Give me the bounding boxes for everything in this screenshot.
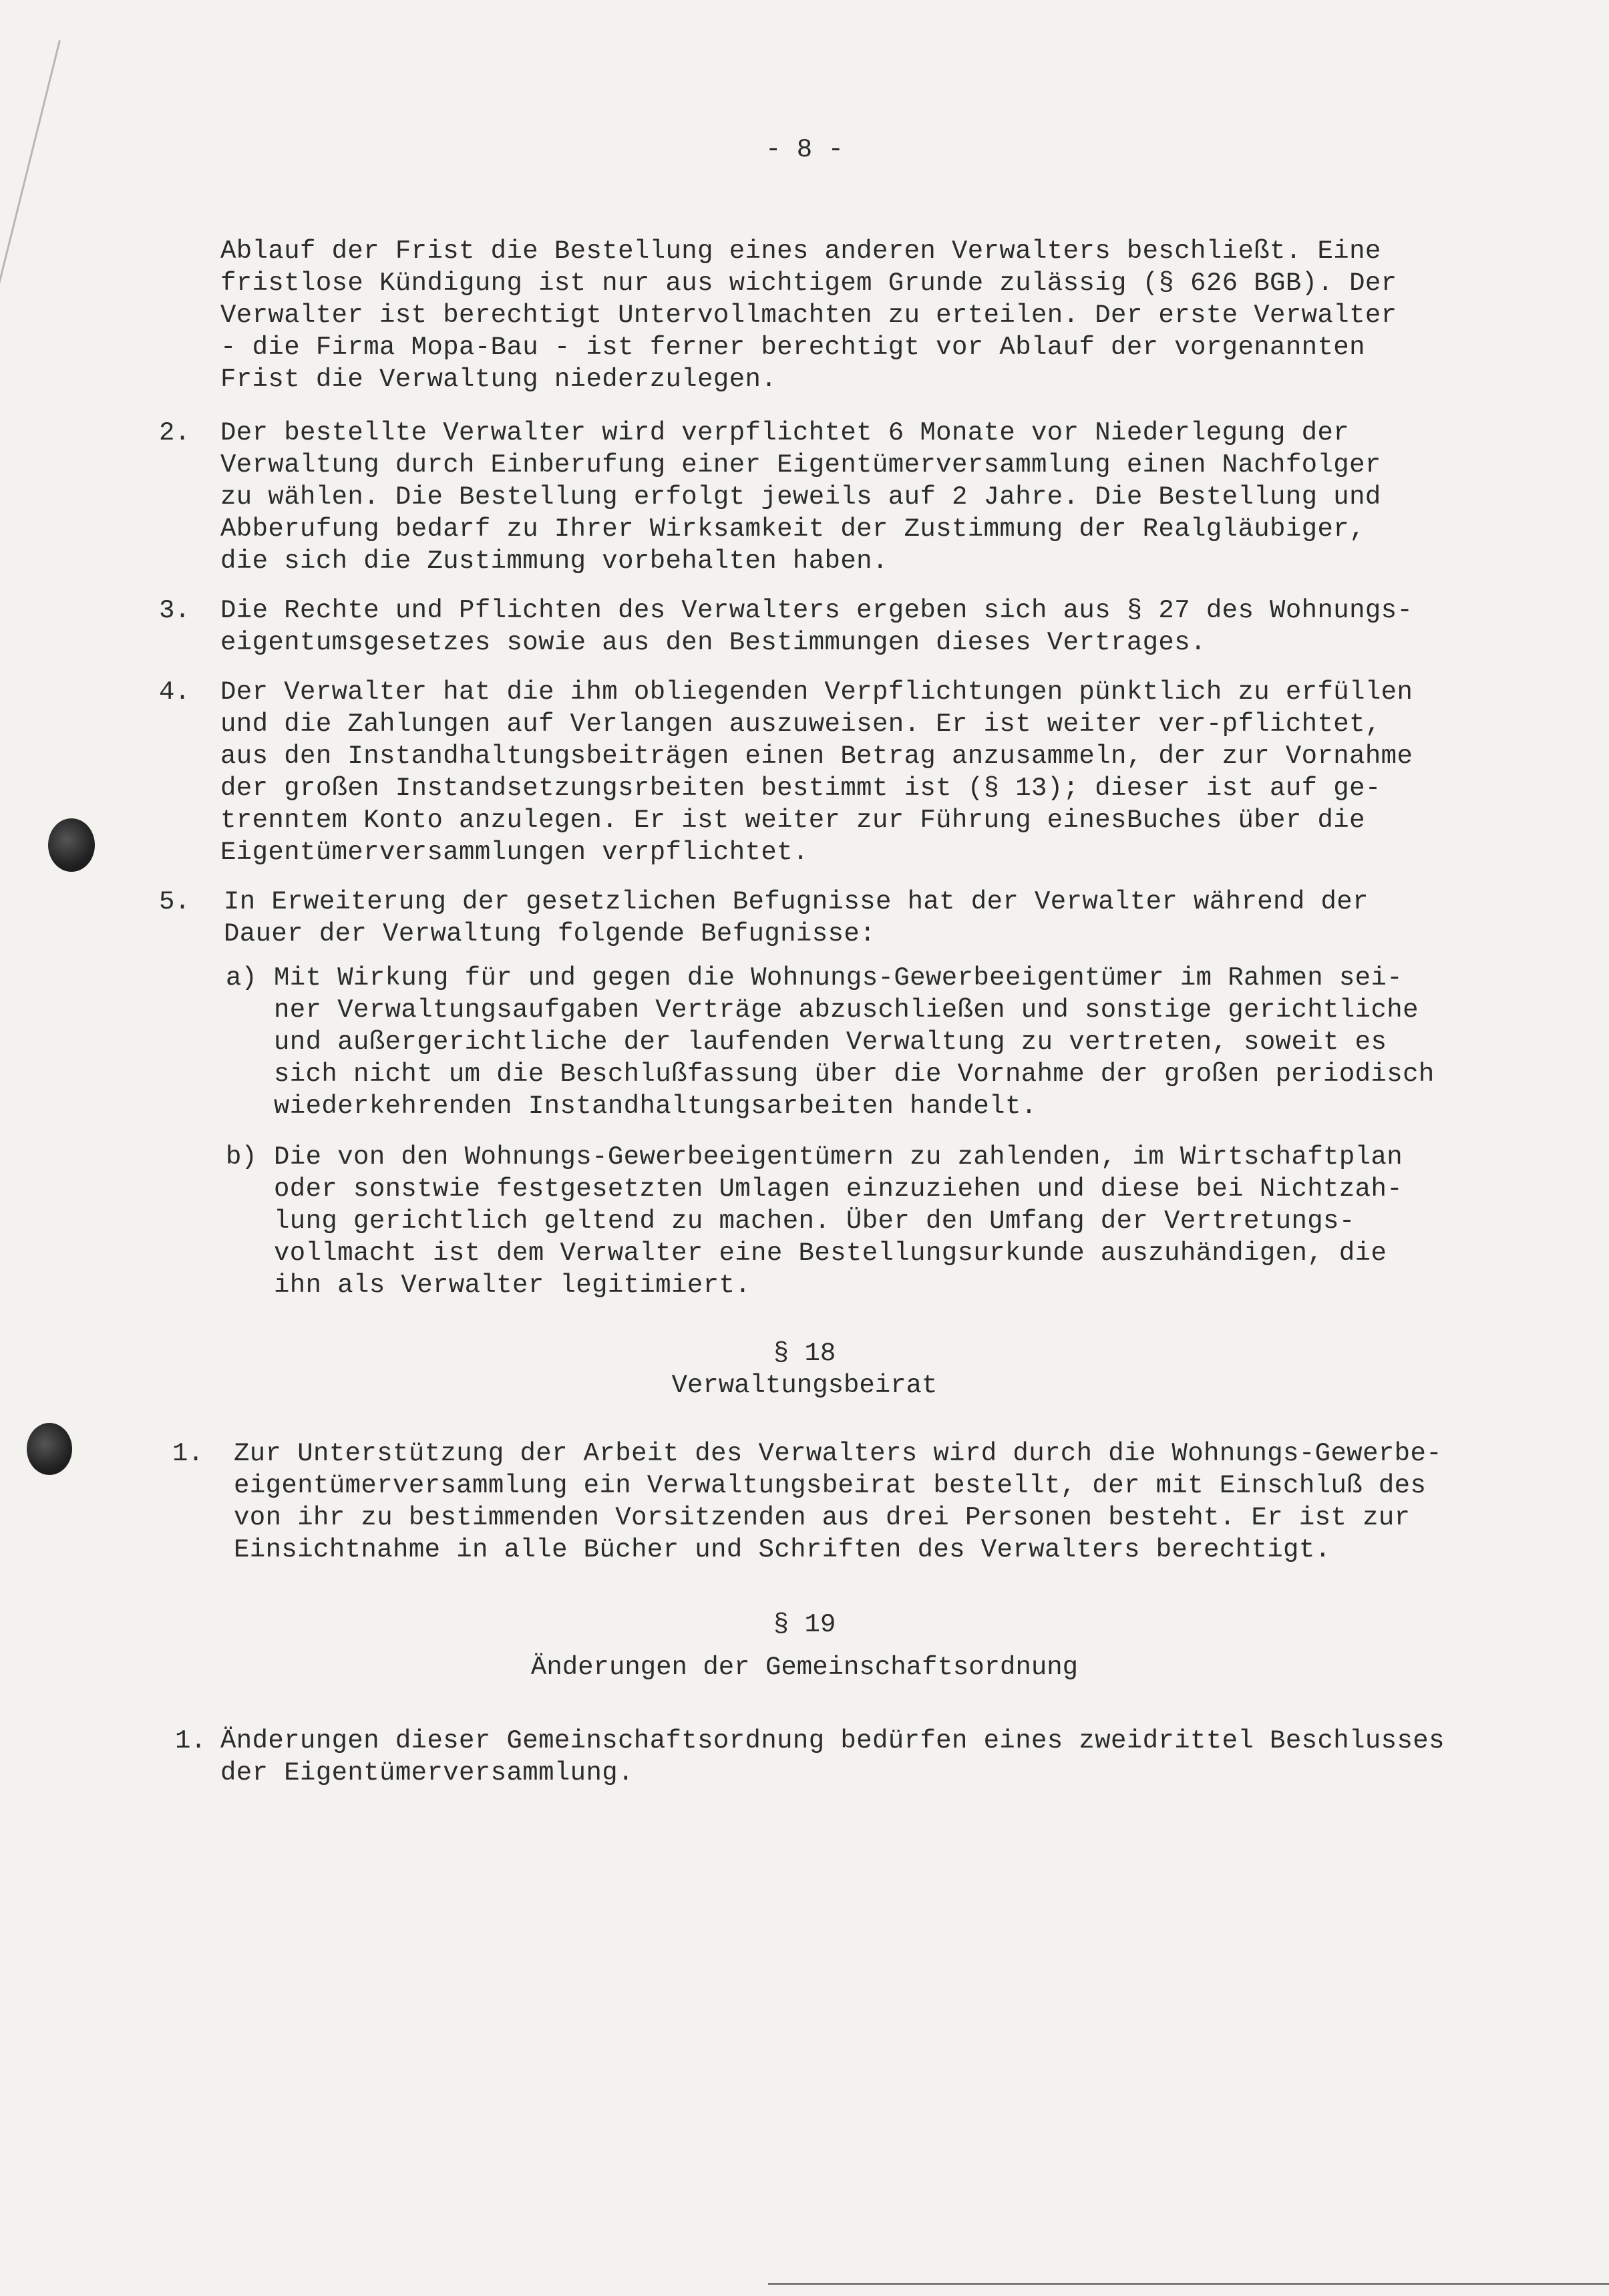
section-18-line: Zur Unterstützung der Arbeit des Verwalters wird durch die Wohnungs-Gewerbe-: [234, 1439, 1443, 1468]
intro-line: Frist die Verwaltung niederzulegen.: [220, 365, 777, 394]
item-line: Der Verwalter hat die ihm obliegenden Verpflichtungen pünktlich zu erfüllen: [220, 677, 1413, 707]
item-line: die sich die Zustimmung vorbehalten haben.: [220, 546, 888, 576]
intro-line: Ablauf der Frist die Bestellung eines anderen Verwalters beschließt. Eine: [220, 236, 1381, 266]
item-number: 3.: [159, 596, 190, 625]
section-19-line: Änderungen dieser Gemeinschaftsordnung bedürfen eines zweidrittel Beschlusses: [220, 1726, 1445, 1756]
item-number: 5.: [159, 887, 190, 917]
subitem-line: und außergerichtliche der laufenden Verwaltung zu vertreten, soweit es: [274, 1027, 1387, 1057]
intro-line: Verwalter ist berechtigt Untervollmachten zu erteilen. Der erste Verwalter: [220, 301, 1397, 330]
subitem-line: lung gerichtlich geltend zu machen. Über den Umfang der Vertretungs-: [274, 1206, 1355, 1236]
intro-line: - die Firma Mopa-Bau - ist ferner berechtigt vor Ablauf der vorgenannten: [220, 333, 1365, 362]
subitem-line: oder sonstwie festgesetzten Umlagen einzuziehen und diese bei Nichtzah-: [274, 1174, 1403, 1204]
item-line: Dauer der Verwaltung folgende Befugnisse:: [224, 919, 876, 949]
item-number: 4.: [159, 677, 190, 707]
section-18-title: Verwaltungsbeirat: [671, 1371, 938, 1400]
subitem-line: sich nicht um die Beschlußfassung über die Vornahme der großen periodisch: [274, 1059, 1435, 1089]
section-18-line: von ihr zu bestimmenden Vorsitzenden aus drei Personen besteht. Er ist zur: [234, 1503, 1411, 1532]
item-line: trenntem Konto anzulegen. Er ist weiter zur Führung einesBuches über die: [220, 806, 1365, 835]
item-line: Abberufung bedarf zu Ihrer Wirksamkeit der Zustimmung der Realgläubiger,: [220, 514, 1365, 544]
item-number: 1.: [172, 1439, 204, 1468]
section-18-line: eigentümerversammlung ein Verwaltungsbeirat bestellt, der mit Einschluß des: [234, 1471, 1427, 1500]
punch-hole-bottom: [27, 1423, 72, 1475]
subitem-line: ner Verwaltungsaufgaben Verträge abzuschließen und sonstige gerichtliche: [274, 995, 1419, 1025]
subitem-line: Die von den Wohnungs-Gewerbeeigentümern zu zahlenden, im Wirtschaftplan: [274, 1142, 1403, 1172]
item-line: In Erweiterung der gesetzlichen Befugnisse hat der Verwalter während der: [224, 887, 1369, 917]
section-19-title: Änderungen der Gemeinschaftsordnung: [530, 1653, 1079, 1682]
item-line: und die Zahlungen auf Verlangen auszuweisen. Er ist weiter ver-pflichtet,: [220, 709, 1381, 739]
item-line: der großen Instandsetzungsrbeiten bestimmt ist (§ 13); dieser ist auf ge-: [220, 774, 1381, 803]
item-line: eigentumsgesetzes sowie aus den Bestimmungen dieses Vertrages.: [220, 628, 1206, 657]
subitem-line: wiederkehrenden Instandhaltungsarbeiten handelt.: [274, 1092, 1037, 1121]
section-19-line: der Eigentümerversammlung.: [220, 1758, 634, 1788]
item-line: zu wählen. Die Bestellung erfolgt jeweils auf 2 Jahre. Die Bestellung und: [220, 482, 1381, 512]
item-line: Der bestellte Verwalter wird verpflichtet 6 Monate vor Niederlegung der: [220, 418, 1350, 448]
intro-line: fristlose Kündigung ist nur aus wichtigem Grunde zulässig (§ 626 BGB). Der: [220, 269, 1397, 298]
section-19-number: § 19: [773, 1610, 836, 1639]
item-number: 2.: [159, 418, 190, 448]
item-number: 1.: [175, 1726, 206, 1756]
subitem-label: b): [226, 1142, 257, 1172]
item-line: Verwaltung durch Einberufung einer Eigentümerversammlung einen Nachfolger: [220, 450, 1381, 480]
punch-hole-top: [48, 818, 95, 872]
page-number: - 8 -: [765, 135, 844, 164]
subitem-line: ihn als Verwalter legitimiert.: [274, 1271, 751, 1300]
section-18-number: § 18: [773, 1339, 836, 1368]
item-line: aus den Instandhaltungsbeiträgen einen Betrag anzusammeln, der zur Vornahme: [220, 742, 1413, 771]
subitem-label: a): [226, 963, 257, 993]
section-18-line: Einsichtnahme in alle Bücher und Schriften des Verwalters berechtigt.: [234, 1535, 1331, 1565]
subitem-line: vollmacht ist dem Verwalter eine Bestellungsurkunde auszuhändigen, die: [274, 1239, 1387, 1268]
subitem-line: Mit Wirkung für und gegen die Wohnungs-Gewerbeeigentümer im Rahmen sei-: [274, 963, 1403, 993]
bottom-edge-rule: [768, 2283, 1609, 2285]
item-line: Die Rechte und Pflichten des Verwalters ergeben sich aus § 27 des Wohnungs-: [220, 596, 1413, 625]
item-line: Eigentümerversammlungen verpflichtet.: [220, 838, 809, 867]
